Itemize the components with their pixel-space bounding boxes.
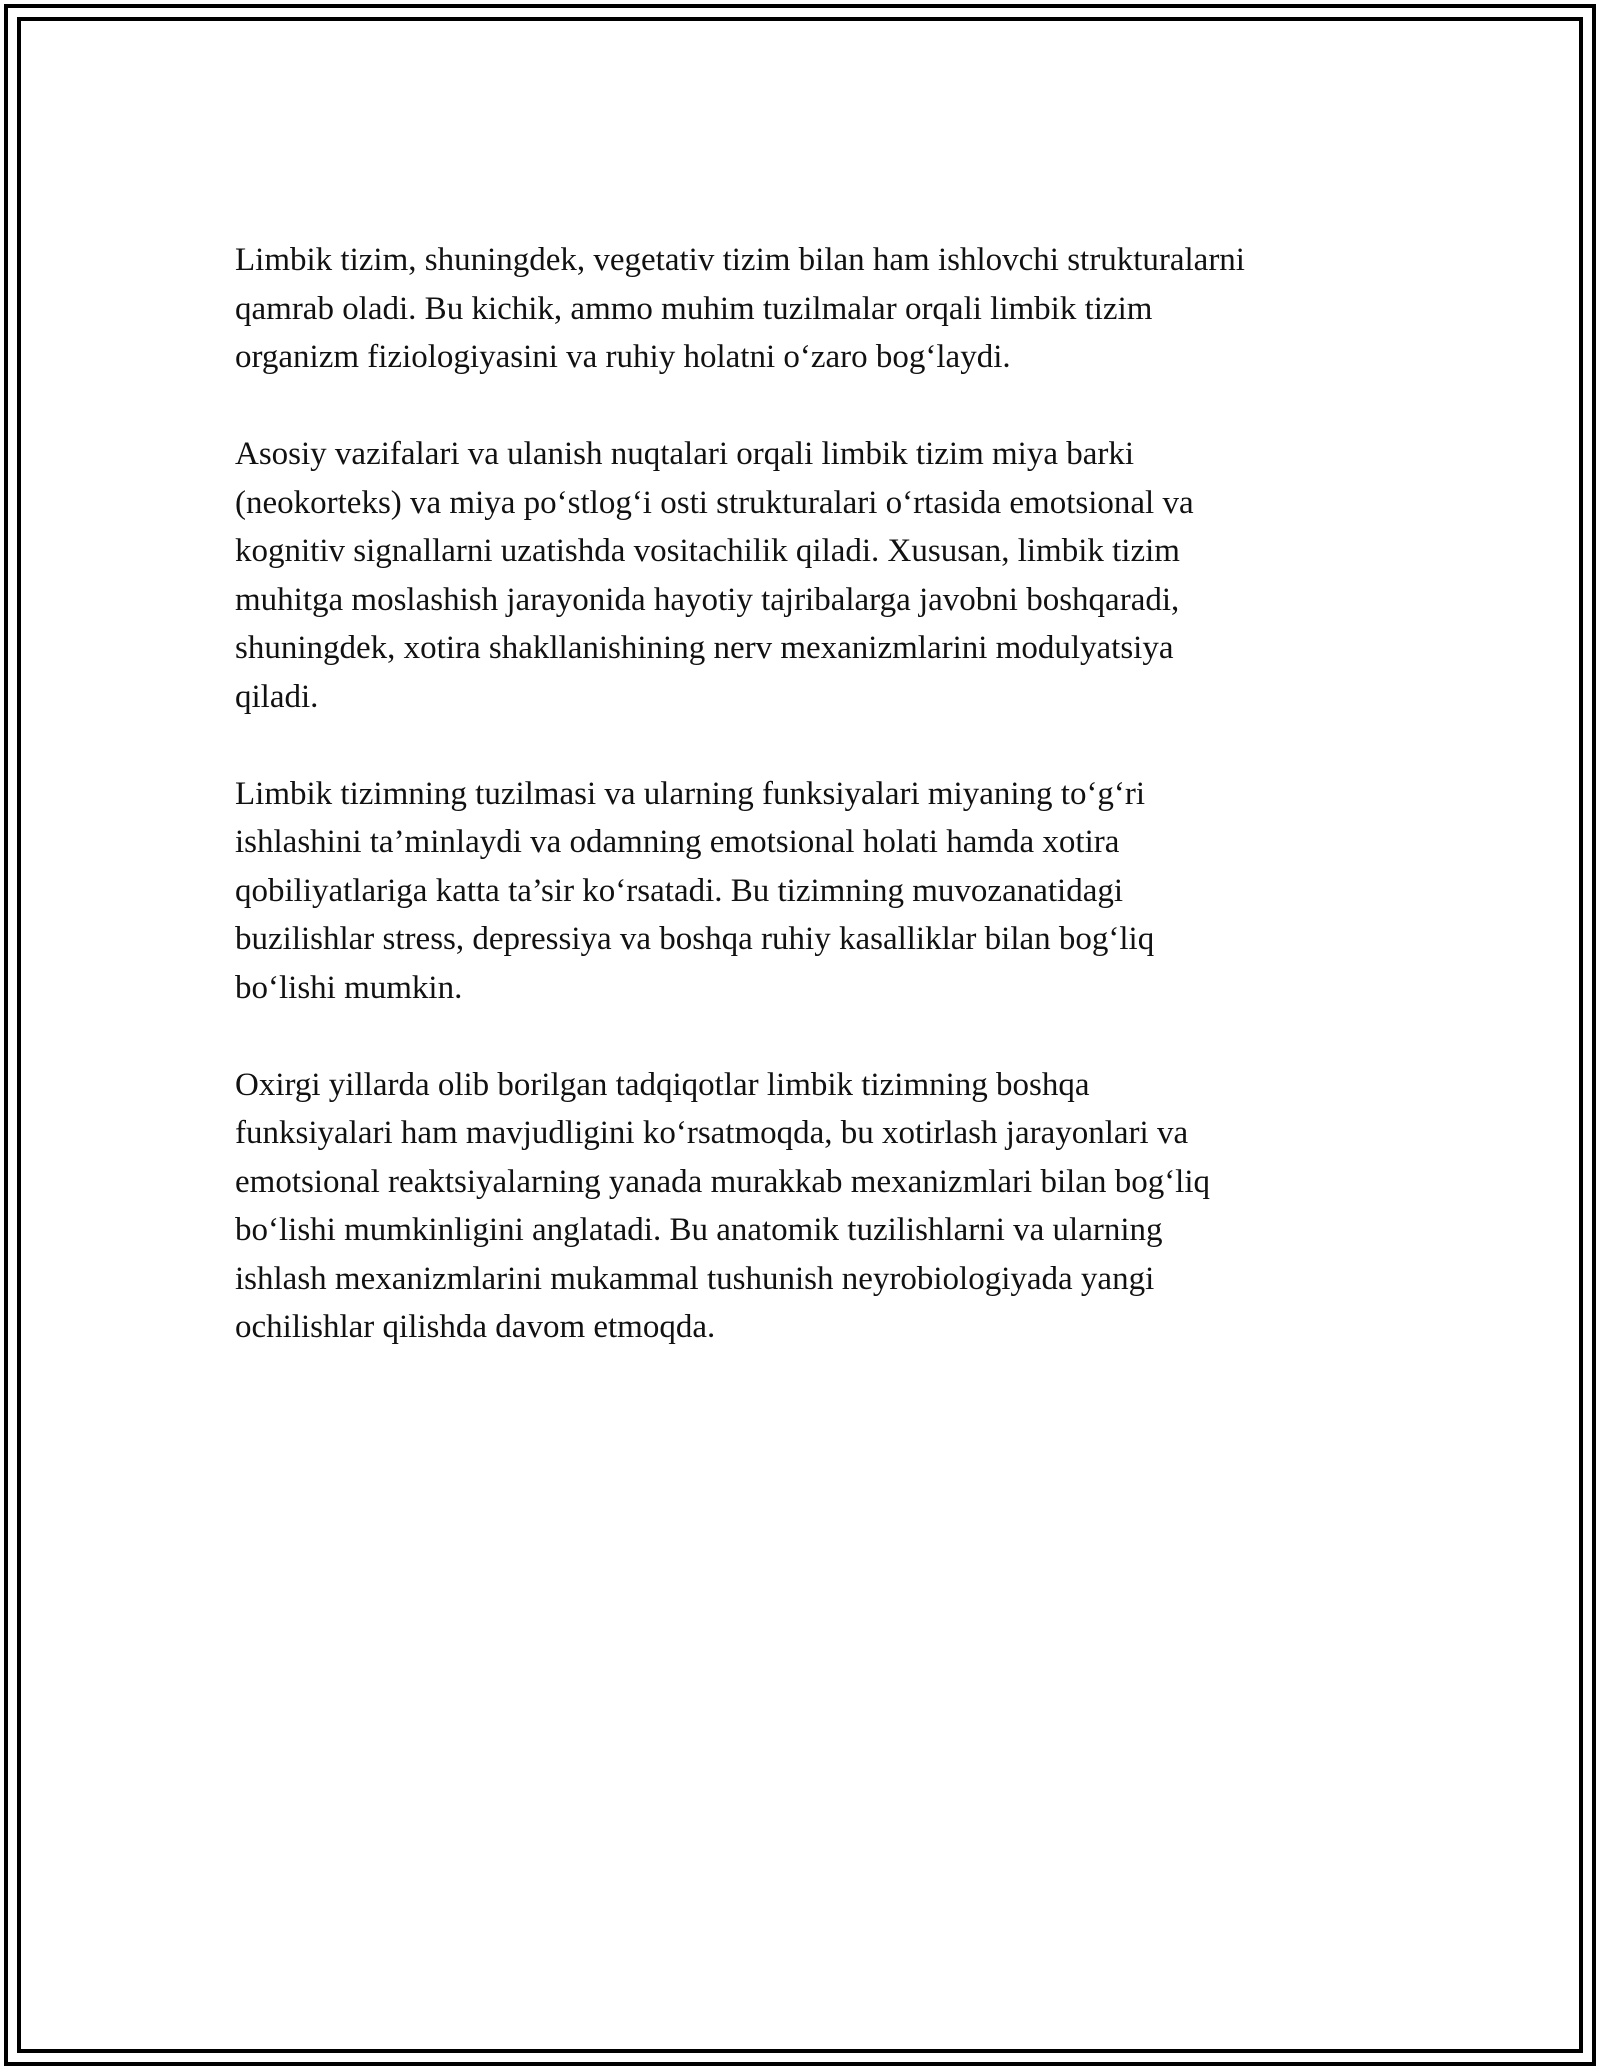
document-body: [235, 236, 1385, 1400]
paragraph-2: Asosiy vazifalari va ulanish nuqtalari orqali limbik tizim miya barki (neokorteks) va miya po‘stlog‘i osti strukturalari o‘rtasida emotsional va kognitiv signallarni uzatishda vositachilik qiladi. Xususan, limbik tizim muhitga moslashish jarayonida hayotiy tajribalarga javobni boshqaradi, shuningdek, xotira shakllanishining nerv mexanizmlarini modulyatsiya qiladi.: [235, 436, 1194, 715]
paragraph-1: Limbik tizim, shuningdek, vegetativ tizim bilan ham ishlovchi strukturalarni qamrab oladi. Bu kichik, ammo muhim tuzilmalar orqali limbik tizim organizm fiziologiyasini va ruhiy holatni o‘zaro bog‘laydi.: [235, 242, 1245, 375]
paragraph-3: Limbik tizimning tuzilmasi va ularning funksiyalari miyaning to‘g‘ri ishlashini ta’minlaydi va odamning emotsional holati hamda xotira qobiliyatlariga katta ta’sir ko‘rsatadi. Bu tizimning muvozanatidagi buzilishlar stress, depressiya va boshqa ruhiy kasalliklar bilan bog‘liq bo‘lishi mumkin.: [235, 775, 1155, 1006]
paragraph-4: Oxirgi yillarda olib borilgan tadqiqotlar limbik tizimning boshqa funksiyalari ham mavjudligini ko‘rsatmoqda, bu xotirlash jarayonlari va emotsional reaktsiyalarning yanada murakkab mexanizmlari bilan bog‘liq bo‘lishi mumkinligini anglatadi. Bu anatomik tuzilishlarni va ularning ishlash mexanizmlarini mukammal tushunish neyrobiologiyada yangi ochilishlar qilishda davom etmoqda.: [235, 1066, 1211, 1345]
